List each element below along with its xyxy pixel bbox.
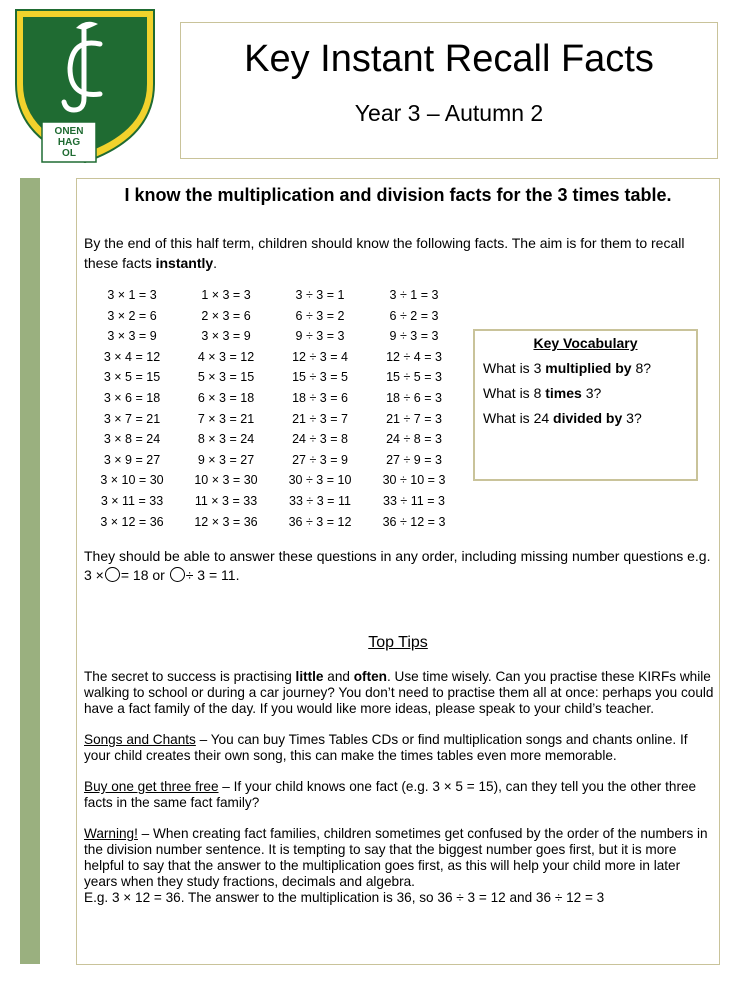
fact-item: 3 × 6 = 18 — [103, 390, 161, 405]
fact-item: 24 ÷ 8 = 3 — [386, 432, 442, 447]
title-box — [180, 22, 718, 159]
fact-item: 18 ÷ 3 = 6 — [292, 390, 348, 405]
page-subtitle: Year 3 – Autumn 2 — [354, 100, 544, 126]
fact-item: 33 ÷ 3 = 11 — [289, 493, 351, 508]
fact-item: 12 ÷ 4 = 3 — [386, 349, 442, 364]
top-tips-title: Top Tips — [368, 634, 428, 651]
fact-item: 3 ÷ 1 = 3 — [389, 288, 439, 302]
fact-item: 3 × 2 = 6 — [107, 308, 157, 323]
tip-warning: Warning! – When creating fact families, children sometimes get confused by the order of the numbers in the division number sentence. It is tempting to say that the biggest number goes first, but it is more helpful to say that the answer to the multiplication goes first, as this will help your child more in later years when they study fractions, decimals and algebra. E.g. 3 × 12 = 36. The answer to the multiplication is 36, so 36 ÷ 3 = 12 and 36 ÷ 12 = 3 — [84, 826, 708, 905]
fact-item: 6 × 3 = 18 — [197, 390, 255, 405]
motto-line-2: HAG — [57, 137, 81, 148]
fact-item: 3 ÷ 3 = 1 — [295, 288, 345, 302]
motto-line-1: ONEN — [54, 126, 84, 137]
facts-table — [85, 285, 461, 532]
top-tips-section — [84, 669, 716, 921]
fact-item: 3 × 7 = 21 — [103, 411, 161, 426]
fact-item: 3 × 12 = 36 — [100, 514, 164, 529]
fact-item: 30 ÷ 10 = 3 — [382, 473, 446, 488]
fact-item: 21 ÷ 3 = 7 — [292, 411, 348, 426]
fact-item: 9 ÷ 3 = 3 — [295, 329, 345, 344]
vocab-question-3: What is 24 divided by 3? — [483, 410, 642, 426]
fact-item: 24 ÷ 3 = 8 — [292, 432, 348, 447]
intro-text: By the end of this half term, children should know the following facts. The aim is for them to recall these facts instantly. — [84, 235, 685, 271]
fact-item: 3 × 10 = 30 — [100, 473, 164, 488]
fact-item: 27 ÷ 9 = 3 — [386, 452, 442, 467]
fact-item: 36 ÷ 12 = 3 — [382, 514, 446, 529]
fact-item: 3 × 1 = 3 — [107, 288, 157, 302]
fact-item: 9 × 3 = 27 — [197, 452, 255, 467]
side-accent-bar — [20, 178, 40, 964]
fact-item: 3 × 3 = 9 — [201, 329, 251, 344]
fact-item: 7 × 3 = 21 — [197, 411, 255, 426]
fact-item: 12 × 3 = 36 — [194, 514, 258, 529]
fact-item: 21 ÷ 7 = 3 — [386, 411, 442, 426]
fact-item: 11 × 3 = 33 — [194, 493, 258, 508]
fact-item: 5 × 3 = 15 — [197, 370, 255, 385]
fact-item: 1 × 3 = 3 — [201, 288, 251, 302]
tip-practise: The secret to success is practising little and often. Use time wisely. Can you practise these KIRFs while walking to school or during a car journey? You don’t need to practise them all at once: perhaps you could have a fact family of the day. If you would like more ideas, please speak to your child’s teacher. — [84, 669, 714, 716]
facts-column-multiply-a — [85, 285, 179, 532]
missing-number-text: They should be able to answer these questions in any order, including missing number questions e.g. 3 × = 18 or ÷ 3 = 11. — [84, 548, 711, 583]
fact-item: 12 ÷ 3 = 4 — [292, 349, 348, 364]
fact-item: 3 × 11 = 33 — [100, 493, 164, 508]
fact-item: 6 ÷ 3 = 2 — [295, 308, 345, 323]
fact-item: 3 × 5 = 15 — [103, 370, 161, 385]
tip-songs: Songs and Chants – You can buy Times Tables CDs or find multiplication songs and chants online. If your child creates their own song, this can make the times tables even more memorable. — [84, 732, 688, 763]
facts-column-divide-b — [367, 285, 461, 532]
tip-fact-family: Buy one get three free – If your child knows one fact (e.g. 3 × 5 = 15), can they tell you the other three facts in the same fact family? — [84, 779, 697, 810]
intro-bold-word: instantly — [155, 255, 214, 271]
vocab-question-2: What is 8 times 3? — [483, 385, 602, 401]
fact-item: 4 × 3 = 12 — [197, 349, 255, 364]
fact-item: 3 × 8 = 24 — [103, 432, 161, 447]
motto-line-3: OL — [62, 148, 76, 159]
vocab-question-1: What is 3 multiplied by 8? — [483, 360, 652, 376]
fact-item: 10 × 3 = 30 — [194, 473, 258, 488]
facts-column-divide-a — [273, 285, 367, 532]
fact-item: 15 ÷ 5 = 3 — [386, 370, 442, 385]
fact-item: 6 ÷ 2 = 3 — [389, 308, 439, 323]
page-title: Key Instant Recall Facts — [244, 38, 654, 80]
missing-number-circle-icon — [105, 567, 120, 582]
missing-number-circle-icon — [170, 567, 185, 582]
fact-item: 2 × 3 = 6 — [201, 308, 251, 323]
school-crest-logo — [12, 6, 158, 166]
fact-item: 15 ÷ 3 = 5 — [292, 370, 348, 385]
fact-item: 8 × 3 = 24 — [197, 432, 255, 447]
fact-item: 30 ÷ 3 = 10 — [288, 473, 352, 488]
facts-column-multiply-b — [179, 285, 273, 532]
fact-item: 9 ÷ 3 = 3 — [389, 329, 439, 344]
fact-item: 3 × 9 = 27 — [103, 452, 161, 467]
vocab-title: Key Vocabulary — [533, 335, 638, 351]
fact-item: 3 × 4 = 12 — [103, 349, 161, 364]
key-vocabulary-box — [473, 329, 698, 481]
fact-item: 18 ÷ 6 = 3 — [386, 390, 442, 405]
main-content-box — [76, 178, 720, 965]
fact-item: 36 ÷ 3 = 12 — [288, 514, 352, 529]
fact-item: 27 ÷ 3 = 9 — [292, 452, 348, 467]
main-heading: I know the multiplication and division facts for the 3 times table. — [124, 185, 672, 205]
fact-item: 3 × 3 = 9 — [107, 329, 157, 344]
fact-item: 33 ÷ 11 = 3 — [383, 493, 445, 508]
